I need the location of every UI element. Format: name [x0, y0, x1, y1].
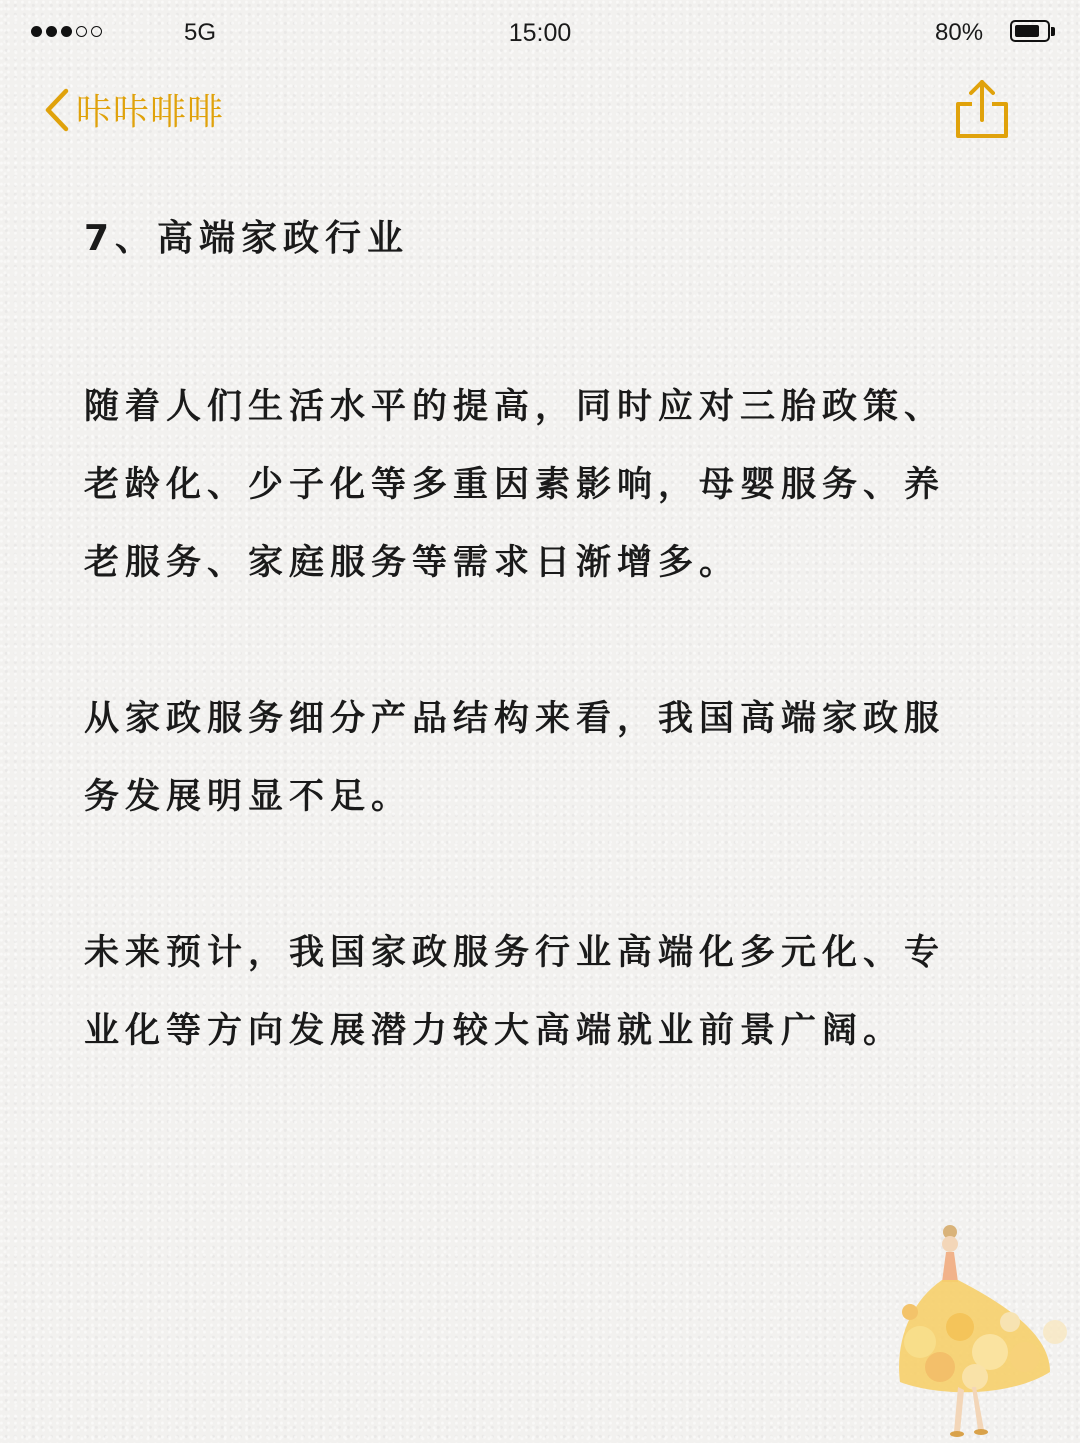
decorative-flower-dress-illustration	[880, 1222, 1080, 1443]
note-body[interactable]	[84, 214, 999, 1148]
battery-level	[1015, 25, 1039, 37]
share-button[interactable]	[953, 78, 1011, 142]
note-title: 7、高端家政行业	[84, 218, 410, 259]
paragraph-line: 未来预计，我国家政服务行业高端化多元化、专	[84, 933, 946, 973]
paragraph-line: 老服务、家庭服务等需求日渐增多。	[84, 543, 741, 583]
paragraph-line: 业化等方向发展潜力较大高端就业前景广阔。	[84, 1011, 905, 1051]
back-button[interactable]	[42, 84, 224, 135]
back-label: 咔咔啡啡	[76, 92, 225, 133]
chevron-left-icon	[42, 87, 72, 133]
paragraph-line: 从家政服务细分产品结构来看，我国高端家政服	[84, 699, 946, 739]
battery-tip	[1051, 27, 1055, 36]
note-paragraph	[84, 368, 999, 602]
battery-percent: 80%	[935, 19, 984, 46]
status-bar	[0, 0, 1080, 66]
paragraph-line: 老龄化、少子化等多重因素影响，母婴服务、养	[84, 465, 946, 505]
share-icon	[953, 78, 1011, 142]
nav-bar	[0, 66, 1080, 166]
paragraph-line: 务发展明显不足。	[84, 777, 413, 817]
note-paragraph	[84, 680, 999, 836]
note-paragraph	[84, 914, 999, 1070]
status-time: 15:00	[508, 19, 572, 47]
battery-icon	[1010, 20, 1050, 42]
paragraph-line: 随着人们生活水平的提高，同时应对三胎政策、	[84, 387, 946, 427]
network-type: 5G	[184, 19, 217, 46]
